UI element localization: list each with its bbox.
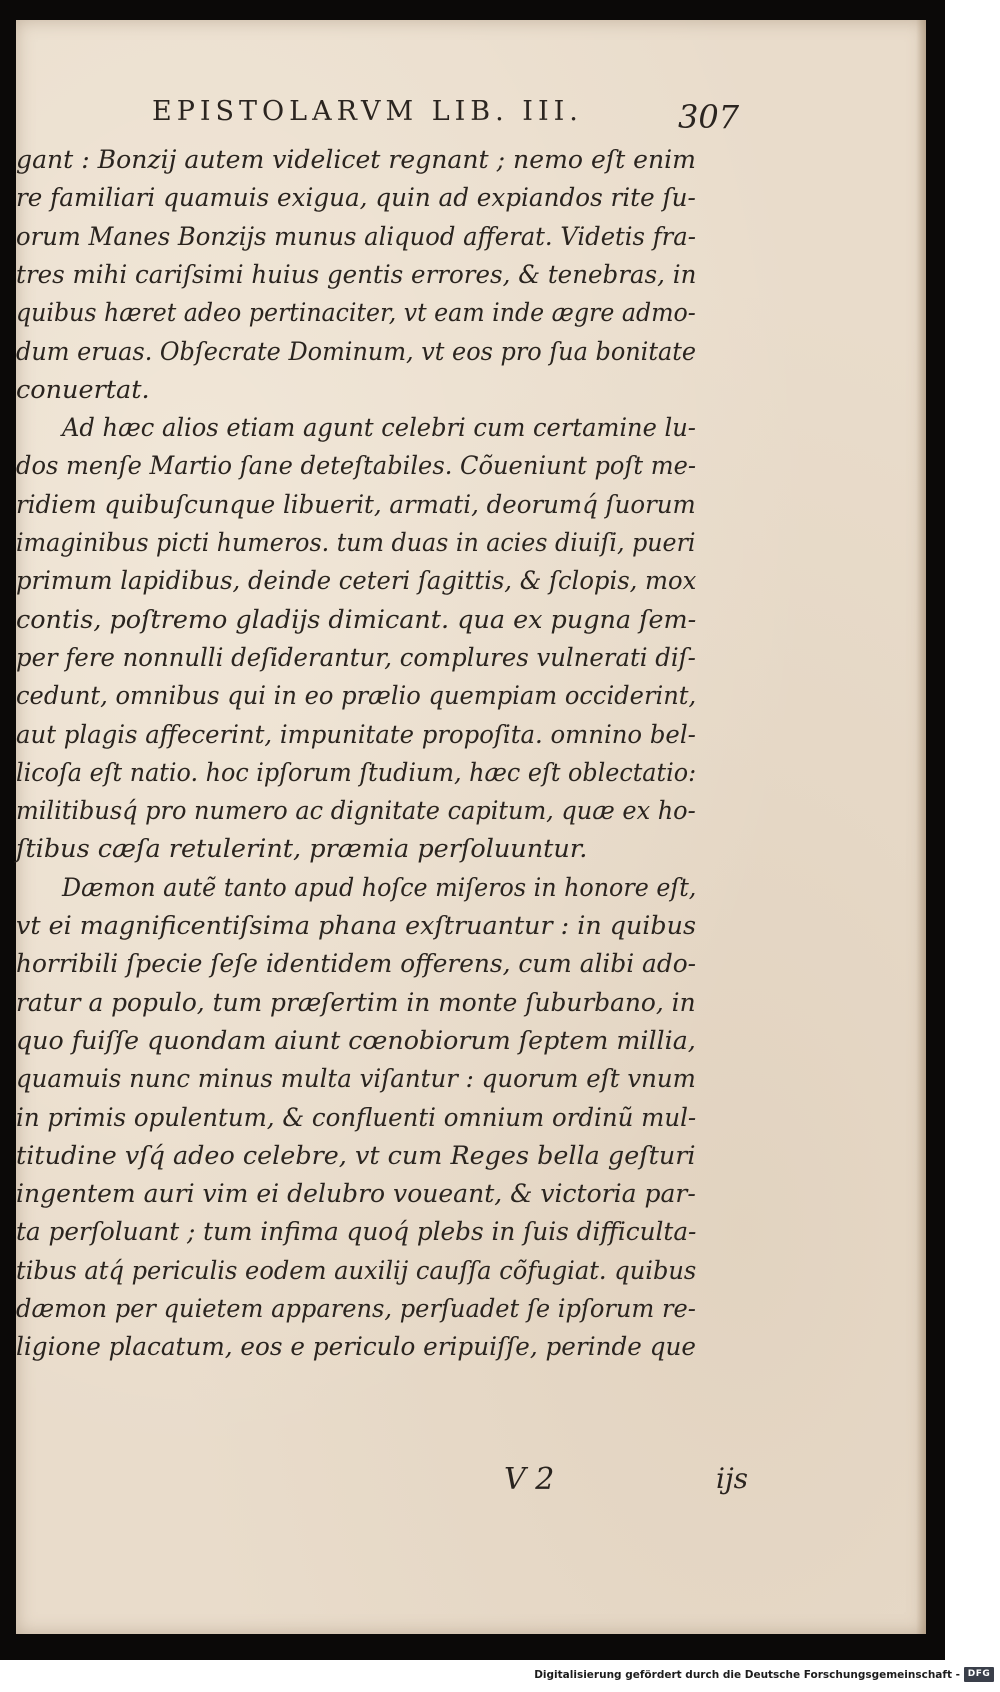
text-line: Dæmon autẽ tanto apud hoſce miſeros in honore eſt, bbox=[62, 872, 697, 903]
text-line: vt ei magnificentiſsima phana exſtruantur : in quibus bbox=[16, 911, 696, 941]
page-footer-line bbox=[16, 1462, 776, 1502]
digitization-footer bbox=[0, 1660, 1000, 1692]
text-line: primum lapidibus, deinde ceteri ſagittis, & ſclopis, mox bbox=[16, 566, 697, 597]
text-line: dum eruas. Obſecrate Dominum, vt eos pro ſua bonitate bbox=[16, 336, 697, 367]
signature-mark: V 2 bbox=[504, 1462, 555, 1497]
dfg-logo: DFG bbox=[964, 1667, 994, 1682]
text-line: titudine vſq́ adeo celebre, vt cum Reges bella geſturi bbox=[16, 1140, 696, 1171]
text-line: gant : Bonzij autem videlicet regnant ; nemo eſt enim bbox=[16, 145, 696, 175]
text-line: ligione placatum, eos e periculo eripuiſſe, perinde que bbox=[16, 1332, 696, 1363]
text-line: conuertat. bbox=[16, 374, 150, 405]
page-edge-shadow bbox=[916, 20, 926, 1634]
text-line: Ad hæc alios etiam agunt celebri cum certamine lu- bbox=[62, 413, 696, 444]
text-line: per fere nonnulli deſiderantur, complures vulnerati diſ- bbox=[16, 642, 696, 673]
text-line: ſtibus cæſa retulerint, præmia perſoluuntur. bbox=[16, 834, 588, 865]
running-head: EPISTOLARVM LIB. III. bbox=[152, 96, 583, 127]
text-line: imaginibus picti humeros. tum duas in acies diuiſi, pueri bbox=[16, 528, 696, 558]
text-line: ingentem auri vim ei delubro voueant, & victoria par- bbox=[16, 1179, 696, 1210]
text-line: ratur a populo, tum præſertim in monte ſuburbano, in bbox=[16, 987, 696, 1018]
catchword: ijs bbox=[716, 1462, 749, 1495]
text-line: dæmon per quietem apparens, perſuadet ſe ipſorum re- bbox=[16, 1294, 696, 1324]
text-line: cedunt, omnibus qui in eo prælio quempiam occiderint, bbox=[16, 681, 697, 712]
funding-credit: Digitalisierung gefördert durch die Deutsche Forschungsgemeinschaft - bbox=[534, 1669, 960, 1681]
text-line: contis, poſtremo gladijs dimicant. qua ex pugna ſem- bbox=[16, 604, 697, 635]
text-line: ta perſoluant ; tum infima quoq́ plebs in ſuis difficulta- bbox=[16, 1217, 697, 1248]
text-line: dos menſe Martio ſane deteſtabiles. Cõueniunt poſt me- bbox=[16, 451, 697, 482]
text-line: quibus hæret adeo pertinaciter, vt eam inde ægre admo- bbox=[16, 298, 696, 329]
text-line: tres mihi cariſsimi huius gentis errores, & tenebras, in bbox=[16, 259, 697, 290]
text-line: horribili ſpecie ſeſe identidem offerens, cum alibi ado- bbox=[16, 949, 697, 980]
text-line: orum Manes Bonzijs munus aliquod afferat. Videtis fra- bbox=[16, 221, 696, 252]
text-line: ridiem quibuſcunque libuerit, armati, deorumq́ ſuorum bbox=[16, 489, 696, 520]
text-line: quo fuiſſe quondam aiunt cœnobiorum ſeptem millia, bbox=[16, 1025, 696, 1056]
book-page bbox=[16, 20, 926, 1634]
text-line: in primis opulentum, & confluenti omnium ordinũ mul- bbox=[16, 1102, 697, 1133]
text-line: licoſa eſt natio. hoc ipſorum ſtudium, hæc eſt oblectatio: bbox=[16, 757, 697, 788]
text-line: quamuis nunc minus multa viſantur : quorum eſt vnum bbox=[16, 1064, 696, 1095]
text-line: tibus atq́ periculis eodem auxilij cauſſa cõfugiat. quibus bbox=[16, 1255, 697, 1286]
text-line: militibusq́ pro numero ac dignitate capitum, quæ ex ho- bbox=[16, 796, 696, 827]
page-number: 307 bbox=[678, 98, 740, 136]
text-line: re familiari quamuis exigua, quin ad expiandos rite ſu- bbox=[16, 183, 696, 214]
text-line: aut plagis affecerint, impunitate propoſita. omnino bel- bbox=[16, 719, 696, 750]
